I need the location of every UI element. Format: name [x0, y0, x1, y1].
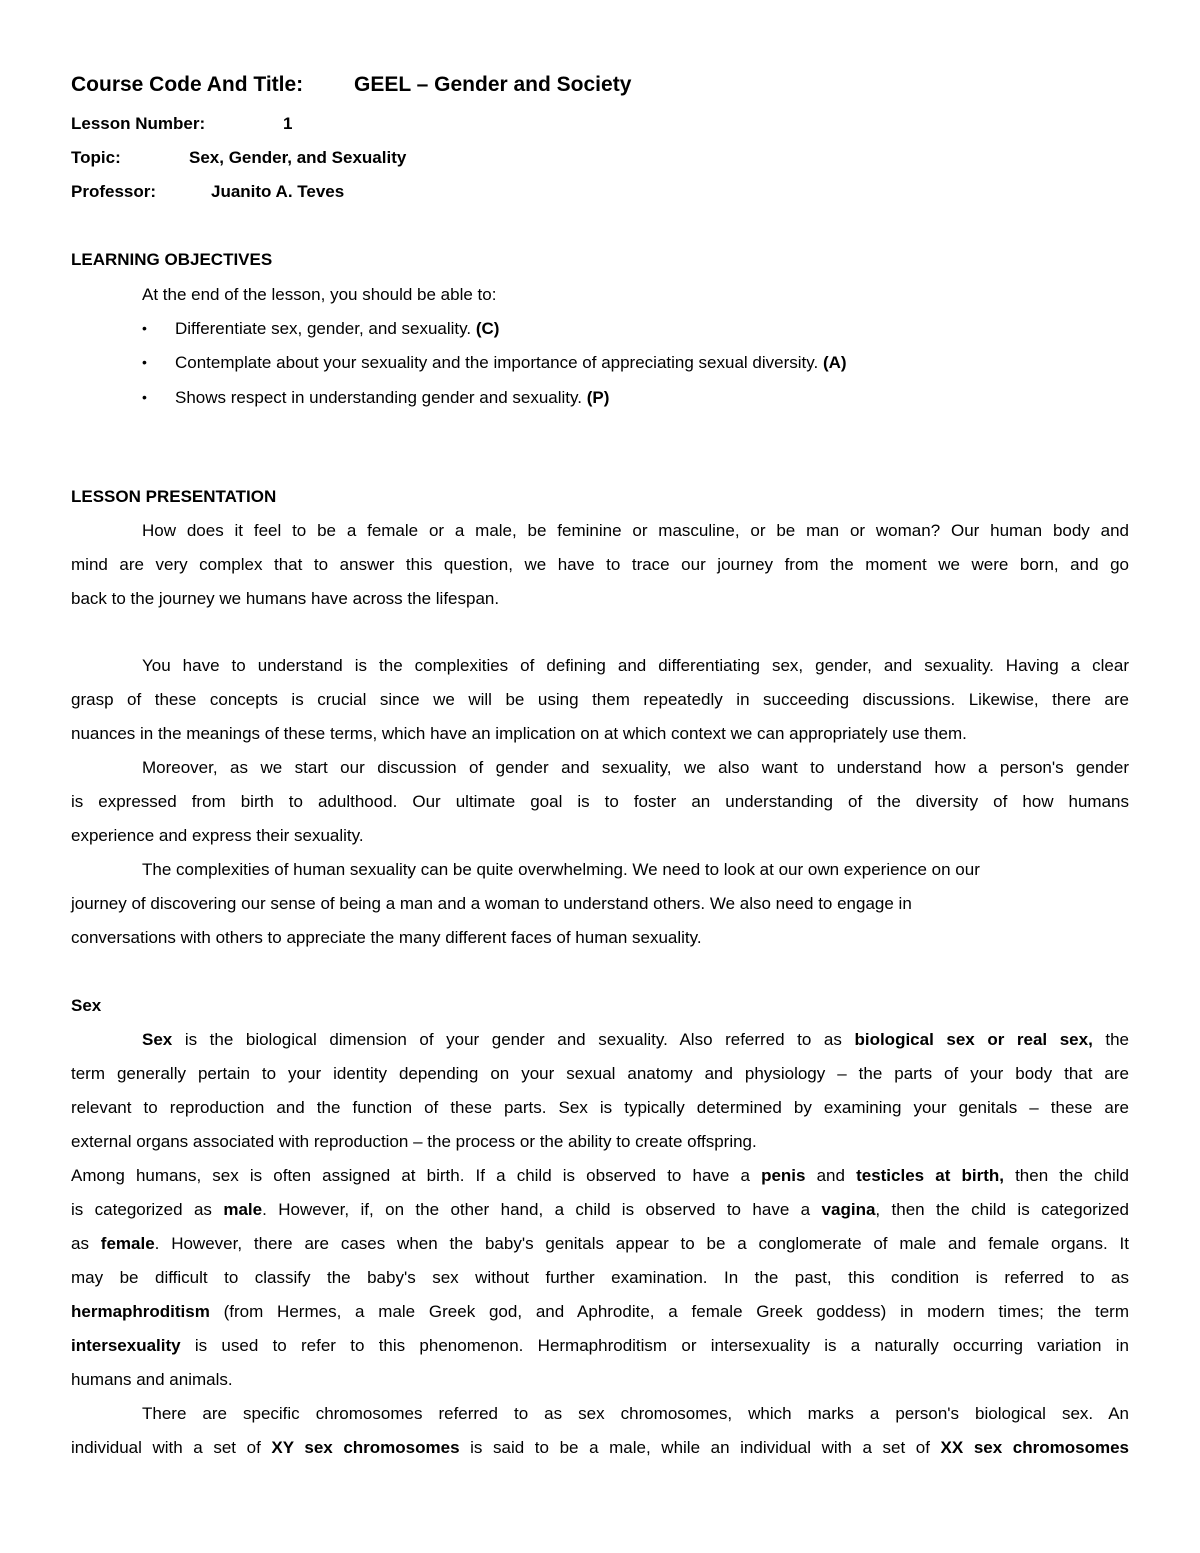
paragraph-line: Moreover, as we start our discussion of gender and sexuality, we also want to understand how a person's gender [142, 758, 1129, 777]
paragraph-line: experience and express their sexuality. [71, 826, 364, 845]
paragraph-line: Among humans, sex is often assigned at birth. If a child is observed to have a penis and testicles at birth, then the child [71, 1166, 1129, 1185]
paragraph-line: There are specific chromosomes referred to as sex chromosomes, which marks a person's biological sex. An [142, 1404, 1129, 1423]
sex-section-heading: Sex [71, 996, 102, 1015]
paragraph-line: term generally pertain to your identity depending on your sexual anatomy and physiology – the parts of your body that are [71, 1064, 1129, 1083]
bullet-icon: • [142, 354, 147, 370]
paragraph-line: is categorized as male. However, if, on the other hand, a child is observed to have a vagina, then the child is categorized [71, 1200, 1130, 1219]
objective-item: Differentiate sex, gender, and sexuality. (C) [175, 319, 500, 338]
course-title-label: Course Code And Title: [71, 73, 304, 96]
professor-label: Professor: [71, 182, 157, 201]
objective-item: Shows respect in understanding gender and sexuality. (P) [175, 388, 610, 407]
lesson-presentation-heading: LESSON PRESENTATION [71, 487, 277, 506]
paragraph-line: How does it feel to be a female or a male, be feminine or masculine, or be man or woman? Our human body and [142, 521, 1129, 540]
learning-objectives-heading: LEARNING OBJECTIVES [71, 250, 273, 269]
paragraph-line: relevant to reproduction and the function of these parts. Sex is typically determined by examining your genitals – these are [71, 1098, 1129, 1117]
bullet-icon: • [142, 389, 147, 405]
paragraph-line: external organs associated with reproduction – the process or the ability to create offspring. [71, 1132, 757, 1151]
paragraph-line: humans and animals. [71, 1370, 233, 1389]
objective-item: Contemplate about your sexuality and the importance of appreciating sexual diversity. (A) [175, 353, 847, 372]
paragraph-line: The complexities of human sexuality can be quite overwhelming. We need to look at our own experience on our [142, 860, 980, 879]
paragraph-line: intersexuality is used to refer to this phenomenon. Hermaphroditism or intersexuality is a naturally occurring variation in [71, 1336, 1129, 1355]
paragraph-line: journey of discovering our sense of being a man and a woman to understand others. We also need to engage in [71, 894, 912, 913]
topic-label: Topic: [71, 148, 121, 167]
paragraph-line: grasp of these concepts is crucial since we will be using them repeatedly in succeeding discussions. Likewise, there are [71, 690, 1129, 709]
paragraph-line: may be difficult to classify the baby's sex without further examination. In the past, this condition is referred to as [71, 1268, 1129, 1287]
paragraph-line: You have to understand is the complexities of defining and differentiating sex, gender, and sexuality. Having a clear [142, 656, 1129, 675]
paragraph-line: hermaphroditism (from Hermes, a male Greek god, and Aphrodite, a female Greek goddess) in modern times; the term [71, 1302, 1129, 1321]
course-title-value: GEEL – Gender and Society [354, 73, 632, 96]
paragraph-line: nuances in the meanings of these terms, which have an implication on at which context we can appropriately use them. [71, 724, 967, 743]
topic-value: Sex, Gender, and Sexuality [189, 148, 407, 167]
paragraph-line: as female. However, there are cases when the baby's genitals appear to be a conglomerate of male and female organs. It [71, 1234, 1129, 1253]
professor-value: Juanito A. Teves [211, 182, 345, 201]
paragraph-line: mind are very complex that to answer this question, we have to trace our journey from the moment we were born, and go [71, 555, 1129, 574]
lesson-number-value: 1 [283, 114, 293, 133]
objectives-intro: At the end of the lesson, you should be able to: [142, 285, 497, 304]
paragraph-line: Sex is the biological dimension of your gender and sexuality. Also referred to as biological sex or real sex, the [142, 1030, 1130, 1049]
lesson-number-label: Lesson Number: [71, 114, 206, 133]
paragraph-line: individual with a set of XY sex chromosomes is said to be a male, while an individual with a set of XX sex chromosomes [71, 1438, 1129, 1457]
paragraph-line: conversations with others to appreciate the many different faces of human sexuality. [71, 928, 702, 947]
paragraph-line: is expressed from birth to adulthood. Our ultimate goal is to foster an understanding of the diversity of how humans [71, 792, 1129, 811]
paragraph-line: back to the journey we humans have across the lifespan. [71, 589, 500, 608]
bullet-icon: • [142, 320, 147, 336]
